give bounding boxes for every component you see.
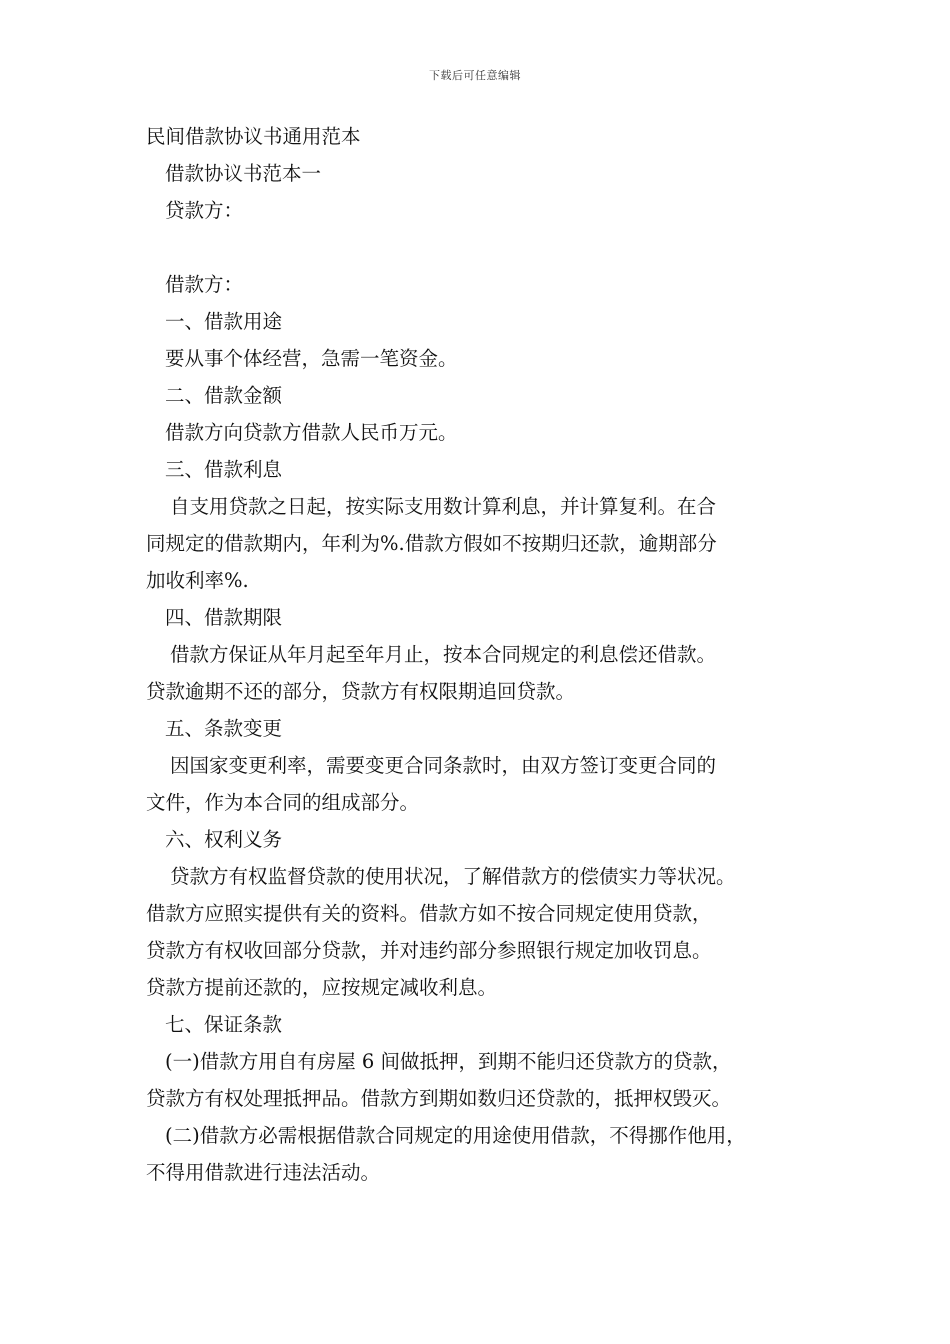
section-text-line: 贷款方有权处理抵押品。借款方到期如数归还贷款的，抵押权毁灭。 bbox=[146, 1087, 732, 1110]
section-text-line: 加收利率%. bbox=[146, 569, 249, 592]
section-text-line: 借款方向贷款方借款人民币万元。 bbox=[165, 421, 458, 444]
section-text-line: 自支用贷款之日起，按实际支用数计算利息，并计算复利。在合 bbox=[170, 495, 717, 518]
lender-label: 贷款方： bbox=[165, 199, 244, 222]
page-header: 下载后可任意编辑 bbox=[429, 69, 521, 82]
section-heading-purpose: 一、借款用途 bbox=[165, 310, 283, 333]
blank-line bbox=[146, 229, 816, 266]
section-text-line: (二)借款方必需根据借款合同规定的用途使用借款，不得挪作他用， bbox=[165, 1124, 746, 1147]
document-subtitle: 借款协议书范本一 bbox=[165, 162, 322, 185]
section-text-line: (一)借款方用自有房屋 6 间做抵押，到期不能归还贷款方的贷款， bbox=[165, 1050, 732, 1073]
section-text-line: 借款方保证从年月起至年月止，按本合同规定的利息偿还借款。 bbox=[170, 643, 717, 666]
document-title: 民间借款协议书通用范本 bbox=[146, 125, 361, 148]
borrower-label: 借款方： bbox=[165, 273, 244, 296]
document-body bbox=[146, 118, 816, 1191]
section-text-line: 借款方应照实提供有关的资料。借款方如不按合同规定使用贷款， bbox=[146, 902, 712, 925]
section-text-line: 贷款方有权监督贷款的使用状况，了解借款方的偿债实力等状况。 bbox=[170, 865, 736, 888]
section-text-line: 同规定的借款期内，年利为%.借款方假如不按期归还款，逾期部分 bbox=[146, 532, 717, 555]
section-text-line: 贷款方有权收回部分贷款，并对违约部分参照银行规定加收罚息。 bbox=[146, 939, 712, 962]
section-text-line: 要从事个体经营，急需一笔资金。 bbox=[165, 347, 458, 370]
section-heading-rights: 六、权利义务 bbox=[165, 828, 283, 851]
section-heading-guarantee: 七、保证条款 bbox=[165, 1013, 283, 1036]
section-text-line: 贷款方提前还款的，应按规定减收利息。 bbox=[146, 976, 498, 999]
section-heading-change: 五、条款变更 bbox=[165, 717, 283, 740]
section-heading-interest: 三、借款利息 bbox=[165, 458, 283, 481]
section-text-line: 不得用借款进行违法活动。 bbox=[146, 1161, 381, 1184]
section-text-line: 文件，作为本合同的组成部分。 bbox=[146, 791, 420, 814]
section-text-line: 因国家变更利率，需要变更合同条款时，由双方签订变更合同的 bbox=[170, 754, 717, 777]
section-heading-term: 四、借款期限 bbox=[165, 606, 283, 629]
section-heading-amount: 二、借款金额 bbox=[165, 384, 283, 407]
section-text-line: 贷款逾期不还的部分，贷款方有权限期追回贷款。 bbox=[146, 680, 576, 703]
